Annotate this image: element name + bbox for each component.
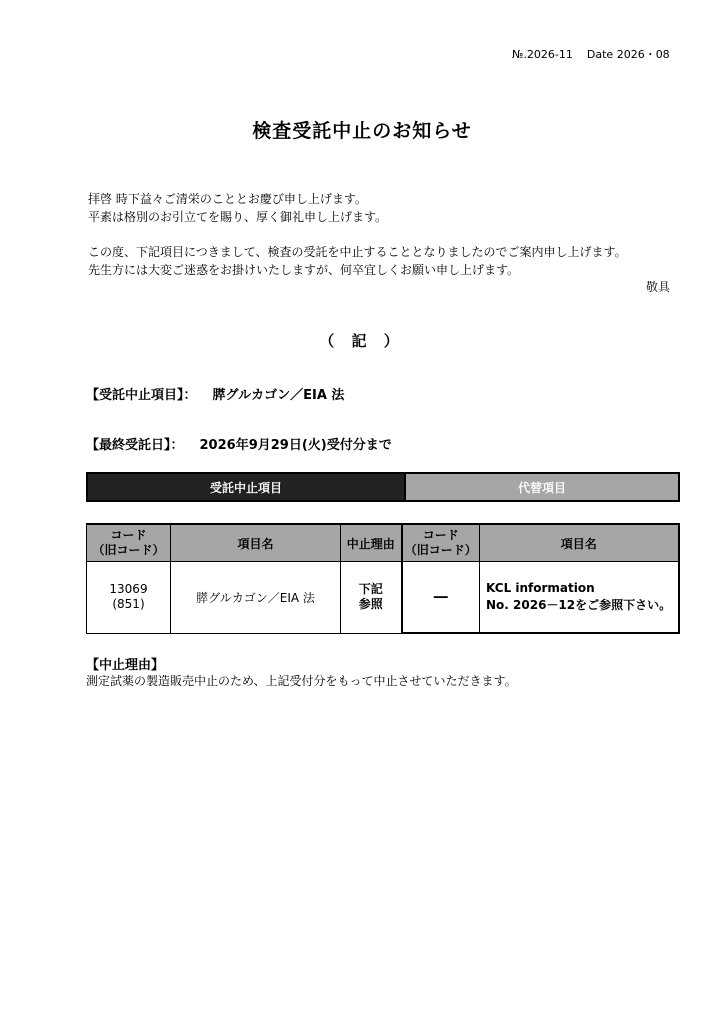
document-date: Date 2026・08: [586, 48, 670, 61]
cell-code: 13069 (851): [87, 562, 171, 634]
document-meta: [512, 46, 684, 62]
last-date-line: [86, 434, 392, 453]
section-bar-stopped: 受託中止項目: [88, 474, 404, 500]
cell-alt-code: ―: [402, 562, 480, 634]
body-text: [88, 243, 627, 279]
ki-heading: （ 記 ）: [319, 332, 405, 350]
header-alt-code: コード （旧コード）: [402, 524, 480, 562]
last-date-label: 【最終受託日】：: [86, 438, 184, 453]
header-name: 項目名: [171, 524, 341, 562]
table-header-row: [87, 524, 679, 562]
cell-name: 膵グルカゴン／EIA 法: [171, 562, 341, 634]
table-row: [87, 562, 679, 634]
page-title: 検査受託中止のお知らせ: [252, 120, 472, 142]
last-date-value: 2026年9月29日(火)受付分まで: [199, 438, 392, 453]
header-alt-name: 項目名: [480, 524, 679, 562]
document-number: №.2026-11: [512, 48, 573, 61]
reason-title: 【中止理由】: [86, 658, 165, 673]
closing: 敬具: [645, 280, 670, 294]
header-reason: 中止理由: [341, 524, 402, 562]
greeting: [88, 190, 387, 226]
section-bar: [86, 472, 680, 502]
stop-item-line: [86, 384, 344, 403]
body-line-2: 先生方には大変ご迷惑をお掛けいたしますが、何卒宜しくお願い申し上げます。: [88, 263, 520, 277]
stop-item-value: 膵グルカゴン／EIA 法: [212, 388, 345, 403]
header-code: コード （旧コード）: [87, 524, 171, 562]
reason-text: 測定試薬の製造販売中止のため、上記受付分をもって中止させていただきます。: [86, 674, 517, 688]
body-line-1: この度、下記項目につきまして、検査の受託を中止することとなりましたのでご案内申し上げます。: [88, 245, 627, 259]
stop-item-label: 【受託中止項目】：: [86, 388, 197, 403]
greeting-line-2: 平素は格別のお引立てを賜り、厚く御礼申し上げます。: [88, 210, 388, 224]
greeting-line-1: 拝啓 時下益々ご清栄のこととお慶び申し上げます。: [88, 192, 367, 206]
cell-alt-name: KCL information No. 2026－12をご参照下さい。: [480, 562, 679, 634]
items-table: [86, 523, 680, 634]
cell-reason: 下記 参照: [341, 562, 402, 634]
section-bar-alternative: 代替項目: [404, 474, 678, 500]
